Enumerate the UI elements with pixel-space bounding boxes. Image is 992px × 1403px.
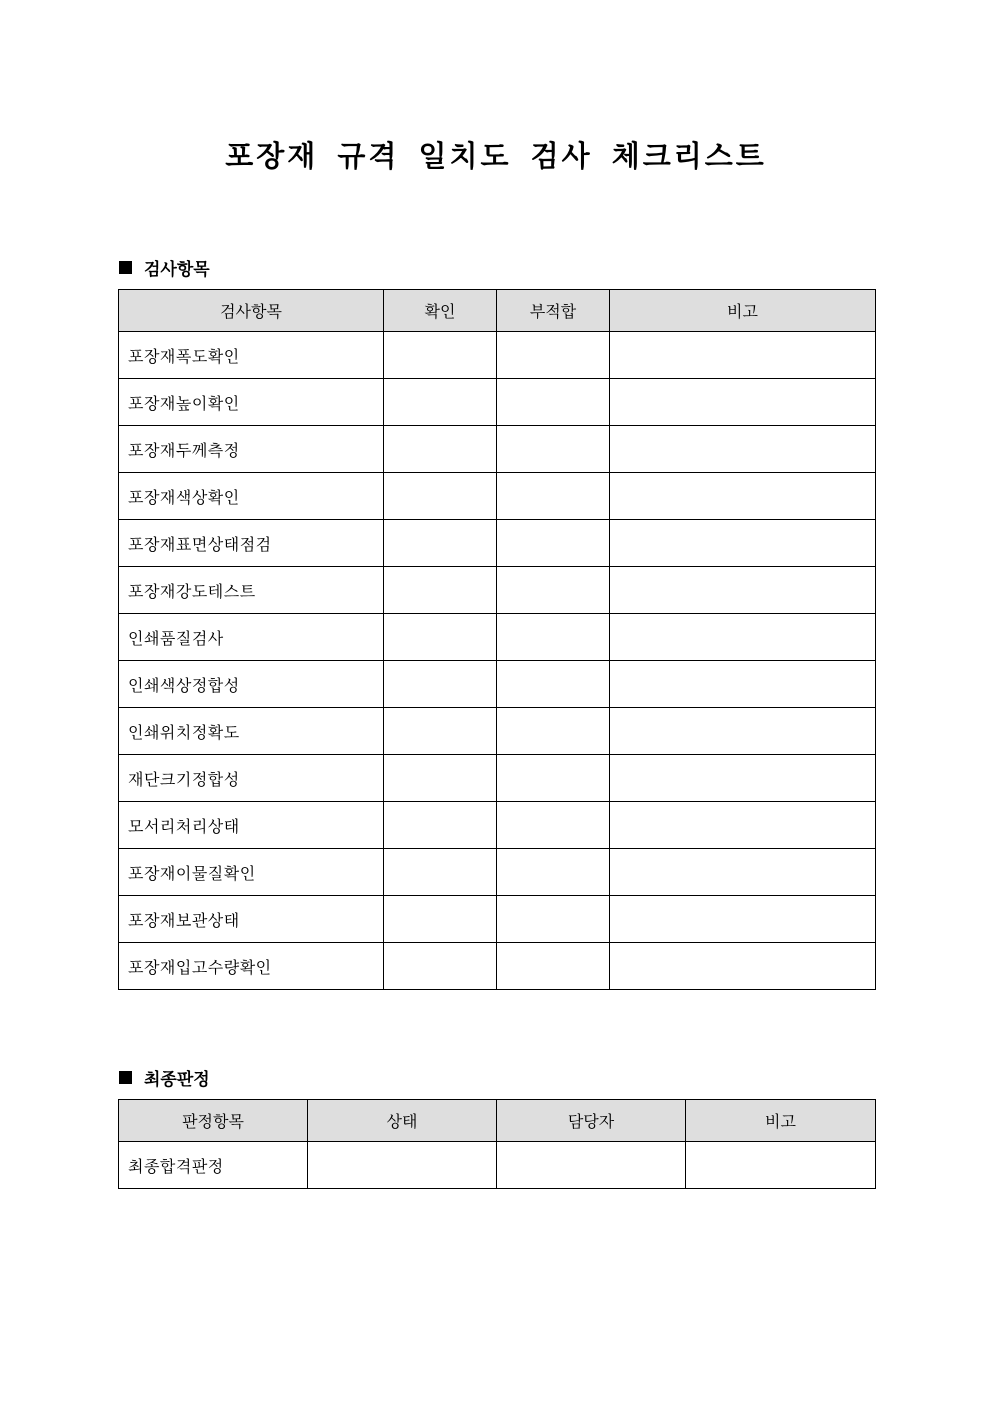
table-row [119,379,876,426]
check-cell[interactable] [384,943,497,990]
section-heading-final [119,1065,210,1090]
table-row [119,755,876,802]
square-bullet-icon [119,1071,132,1084]
check-cell[interactable] [384,802,497,849]
nonconform-cell[interactable] [497,567,610,614]
section-heading-label: 최종판정 [144,1070,210,1090]
inspection-item-cell: 인쇄색상정합성 [119,661,384,708]
check-cell[interactable] [384,755,497,802]
check-cell[interactable] [384,849,497,896]
column-header-status: 상태 [308,1100,497,1142]
inspection-item-cell: 모서리처리상태 [119,802,384,849]
table-row [119,896,876,943]
column-header-check: 확인 [384,290,497,332]
table-row [119,1142,876,1189]
note-cell[interactable] [610,332,876,379]
nonconform-cell[interactable] [497,755,610,802]
nonconform-cell[interactable] [497,332,610,379]
note-cell[interactable] [610,802,876,849]
inspection-item-cell: 포장재높이확인 [119,379,384,426]
inspection-item-cell: 인쇄품질검사 [119,614,384,661]
check-cell[interactable] [384,708,497,755]
inspection-item-cell: 포장재강도테스트 [119,567,384,614]
note-cell[interactable] [610,473,876,520]
note-cell[interactable] [610,379,876,426]
square-bullet-icon [119,261,132,274]
note-cell[interactable] [610,755,876,802]
note-cell[interactable] [610,849,876,896]
note-cell[interactable] [610,708,876,755]
note-cell[interactable] [610,567,876,614]
table-row [119,661,876,708]
table-row [119,473,876,520]
table-row [119,332,876,379]
inspection-item-cell: 포장재표면상태점검 [119,520,384,567]
nonconform-cell[interactable] [497,614,610,661]
check-cell[interactable] [384,614,497,661]
table-row [119,943,876,990]
nonconform-cell[interactable] [497,708,610,755]
nonconform-cell[interactable] [497,426,610,473]
nonconform-cell[interactable] [497,849,610,896]
nonconform-cell[interactable] [497,896,610,943]
note-cell[interactable] [610,896,876,943]
document-title: 포장재 규격 일치도 검사 체크리스트 [225,139,767,173]
note-cell[interactable] [610,661,876,708]
nonconform-cell[interactable] [497,943,610,990]
note-cell[interactable] [610,943,876,990]
note-cell[interactable] [610,614,876,661]
nonconform-cell[interactable] [497,520,610,567]
check-cell[interactable] [384,520,497,567]
inspection-item-cell: 포장재색상확인 [119,473,384,520]
check-cell[interactable] [384,332,497,379]
table-row [119,567,876,614]
column-header-note: 비고 [686,1100,876,1142]
table-row [119,708,876,755]
inspection-table [118,289,876,990]
column-header-judgment-item: 판정항목 [119,1100,308,1142]
check-cell[interactable] [384,567,497,614]
note-cell[interactable] [686,1142,876,1189]
inspection-item-cell: 포장재두께측정 [119,426,384,473]
table-header-row [119,290,876,332]
section-heading-inspection [119,255,210,280]
column-header-note: 비고 [610,290,876,332]
column-header-nonconform: 부적합 [497,290,610,332]
inspection-item-cell: 포장재입고수량확인 [119,943,384,990]
check-cell[interactable] [384,896,497,943]
inspection-item-cell: 포장재폭도확인 [119,332,384,379]
inspection-item-cell: 재단크기정합성 [119,755,384,802]
nonconform-cell[interactable] [497,802,610,849]
nonconform-cell[interactable] [497,473,610,520]
judgment-item-cell: 최종합격판정 [119,1142,308,1189]
column-header-item: 검사항목 [119,290,384,332]
table-row [119,849,876,896]
nonconform-cell[interactable] [497,661,610,708]
check-cell[interactable] [384,661,497,708]
note-cell[interactable] [610,520,876,567]
inspection-item-cell: 포장재보관상태 [119,896,384,943]
table-row [119,426,876,473]
column-header-person: 담당자 [497,1100,686,1142]
check-cell[interactable] [384,426,497,473]
note-cell[interactable] [610,426,876,473]
table-header-row [119,1100,876,1142]
table-row [119,614,876,661]
table-row [119,520,876,567]
status-cell[interactable] [308,1142,497,1189]
check-cell[interactable] [384,379,497,426]
inspection-item-cell: 인쇄위치정확도 [119,708,384,755]
section-heading-label: 검사항목 [144,260,210,280]
inspection-item-cell: 포장재이물질확인 [119,849,384,896]
nonconform-cell[interactable] [497,379,610,426]
check-cell[interactable] [384,473,497,520]
table-row [119,802,876,849]
final-judgment-table [118,1099,876,1189]
person-cell[interactable] [497,1142,686,1189]
